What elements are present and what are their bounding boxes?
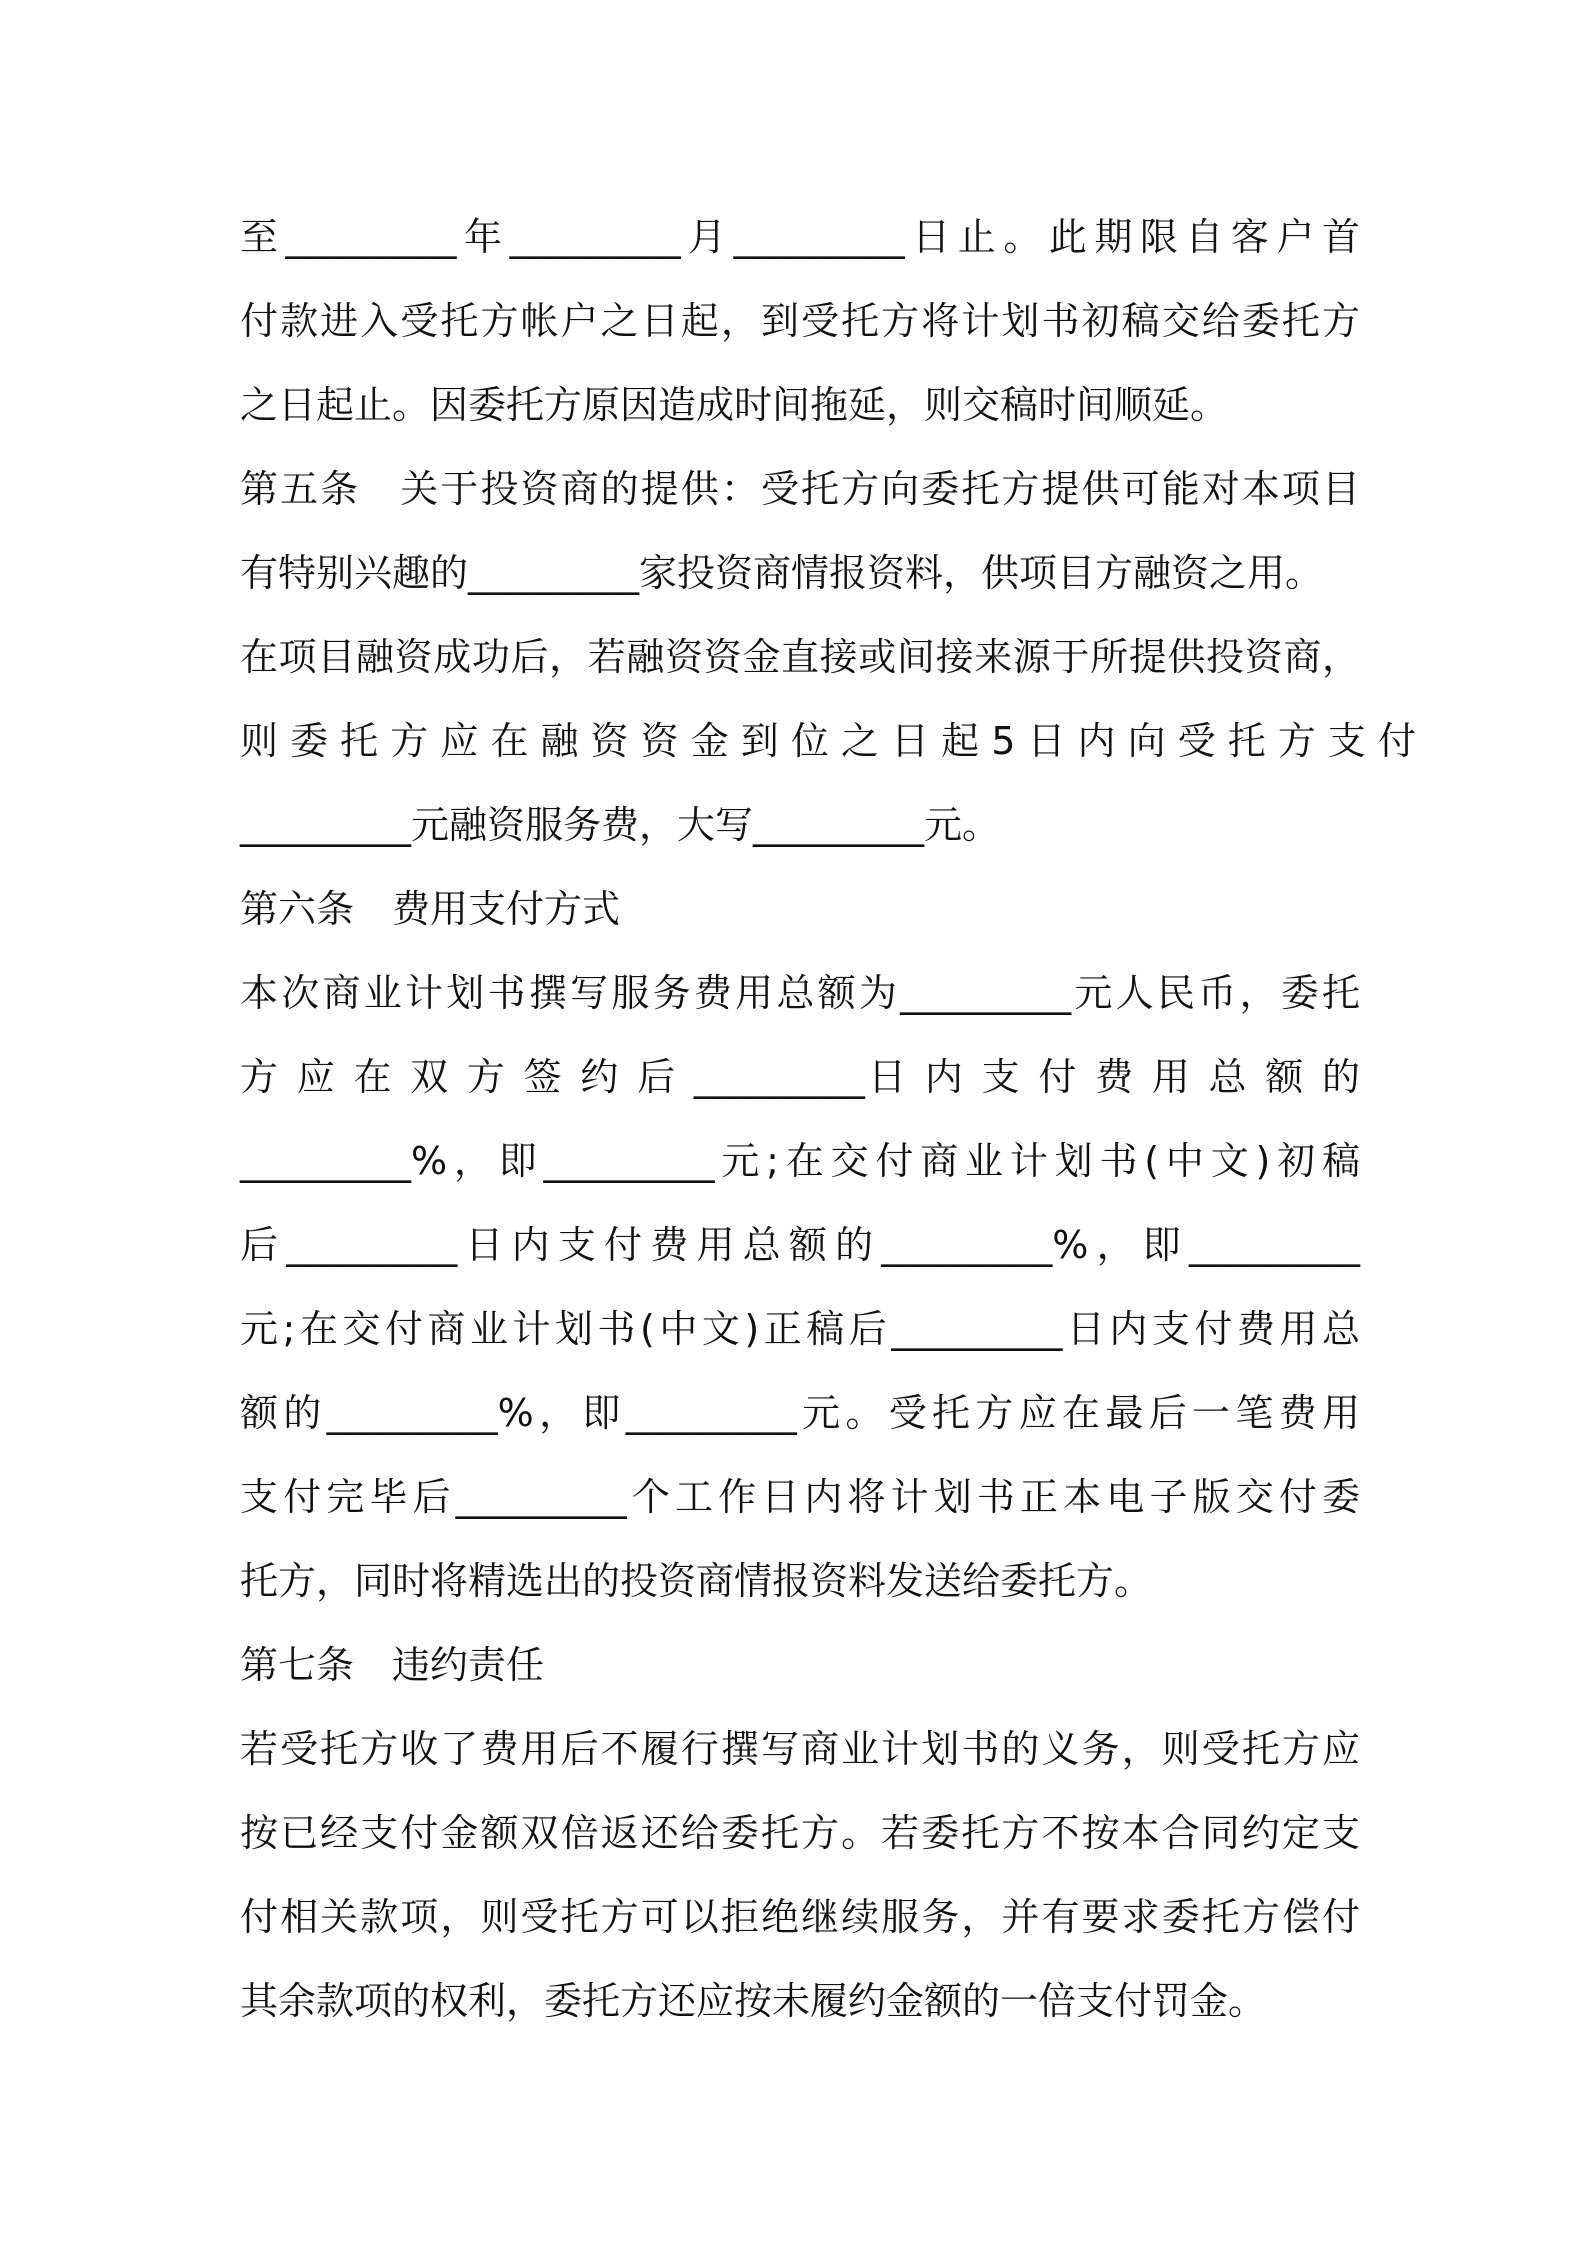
text-line: _________元融资服务费，大写_________元。: [240, 803, 1001, 847]
article-6-heading: 第六条 费用支付方式: [240, 887, 621, 931]
text-line: 付相关款项，则受托方可以拒绝继续服务，并有要求委托方偿付: [240, 1895, 1360, 1939]
text-line: 至_________年_________月_________日止。此期限自客户首: [240, 215, 1360, 259]
text-line: 方 应 在 双 方 签 约 后 _________日 内 支 付 费 用 总 额 的: [240, 1055, 1360, 1099]
text-line: 有特别兴趣的_________家投资商情报资料，供项目方融资之用。: [240, 551, 1324, 595]
text-line: 其余款项的权利，委托方还应按未履约金额的一倍支付罚金。: [240, 1979, 1267, 2023]
text-line: 在项目融资成功后，若融资资金直接或间接来源于所提供投资商，: [240, 635, 1360, 679]
text-line: 托方，同时将精选出的投资商情报资料发送给委托方。: [240, 1559, 1153, 1603]
text-line: 若受托方收了费用后不履行撰写商业计划书的义务，则受托方应: [240, 1727, 1360, 1771]
text-line: 之日起止。因委托方原因造成时间拖延，则交稿时间顺延。: [240, 383, 1229, 427]
article-5-heading-line: 第五条 关于投资商的提供：受托方向委托方提供可能对本项目: [240, 467, 1360, 511]
text-line: 付款进入受托方帐户之日起，到受托方将计划书初稿交给委托方: [240, 299, 1360, 343]
text-line: 则 委 托 方 应 在 融 资 资 金 到 位 之 日 起 5 日 内 向 受 托 方 支 付: [240, 719, 1416, 763]
text-line: 额的_________%，即_________元。受托方应在最后一笔费用: [240, 1391, 1360, 1435]
article-7-heading: 第七条 违约责任: [240, 1643, 545, 1687]
document-body: [240, 195, 1416, 2043]
text-line: 支付完毕后_________个工作日内将计划书正本电子版交付委: [240, 1475, 1360, 1519]
text-line: 元;在交付商业计划书(中文)正稿后_________日内支付费用总: [240, 1307, 1360, 1351]
text-line: _________%，即_________元;在交付商业计划书(中文)初稿: [240, 1139, 1360, 1183]
text-line: 后_________日内支付费用总额的_________%，即_________: [240, 1223, 1360, 1267]
text-line: 按已经支付金额双倍返还给委托方。若委托方不按本合同约定支: [240, 1811, 1360, 1855]
text-line: 本次商业计划书撰写服务费用总额为_________元人民币，委托: [240, 971, 1360, 1015]
